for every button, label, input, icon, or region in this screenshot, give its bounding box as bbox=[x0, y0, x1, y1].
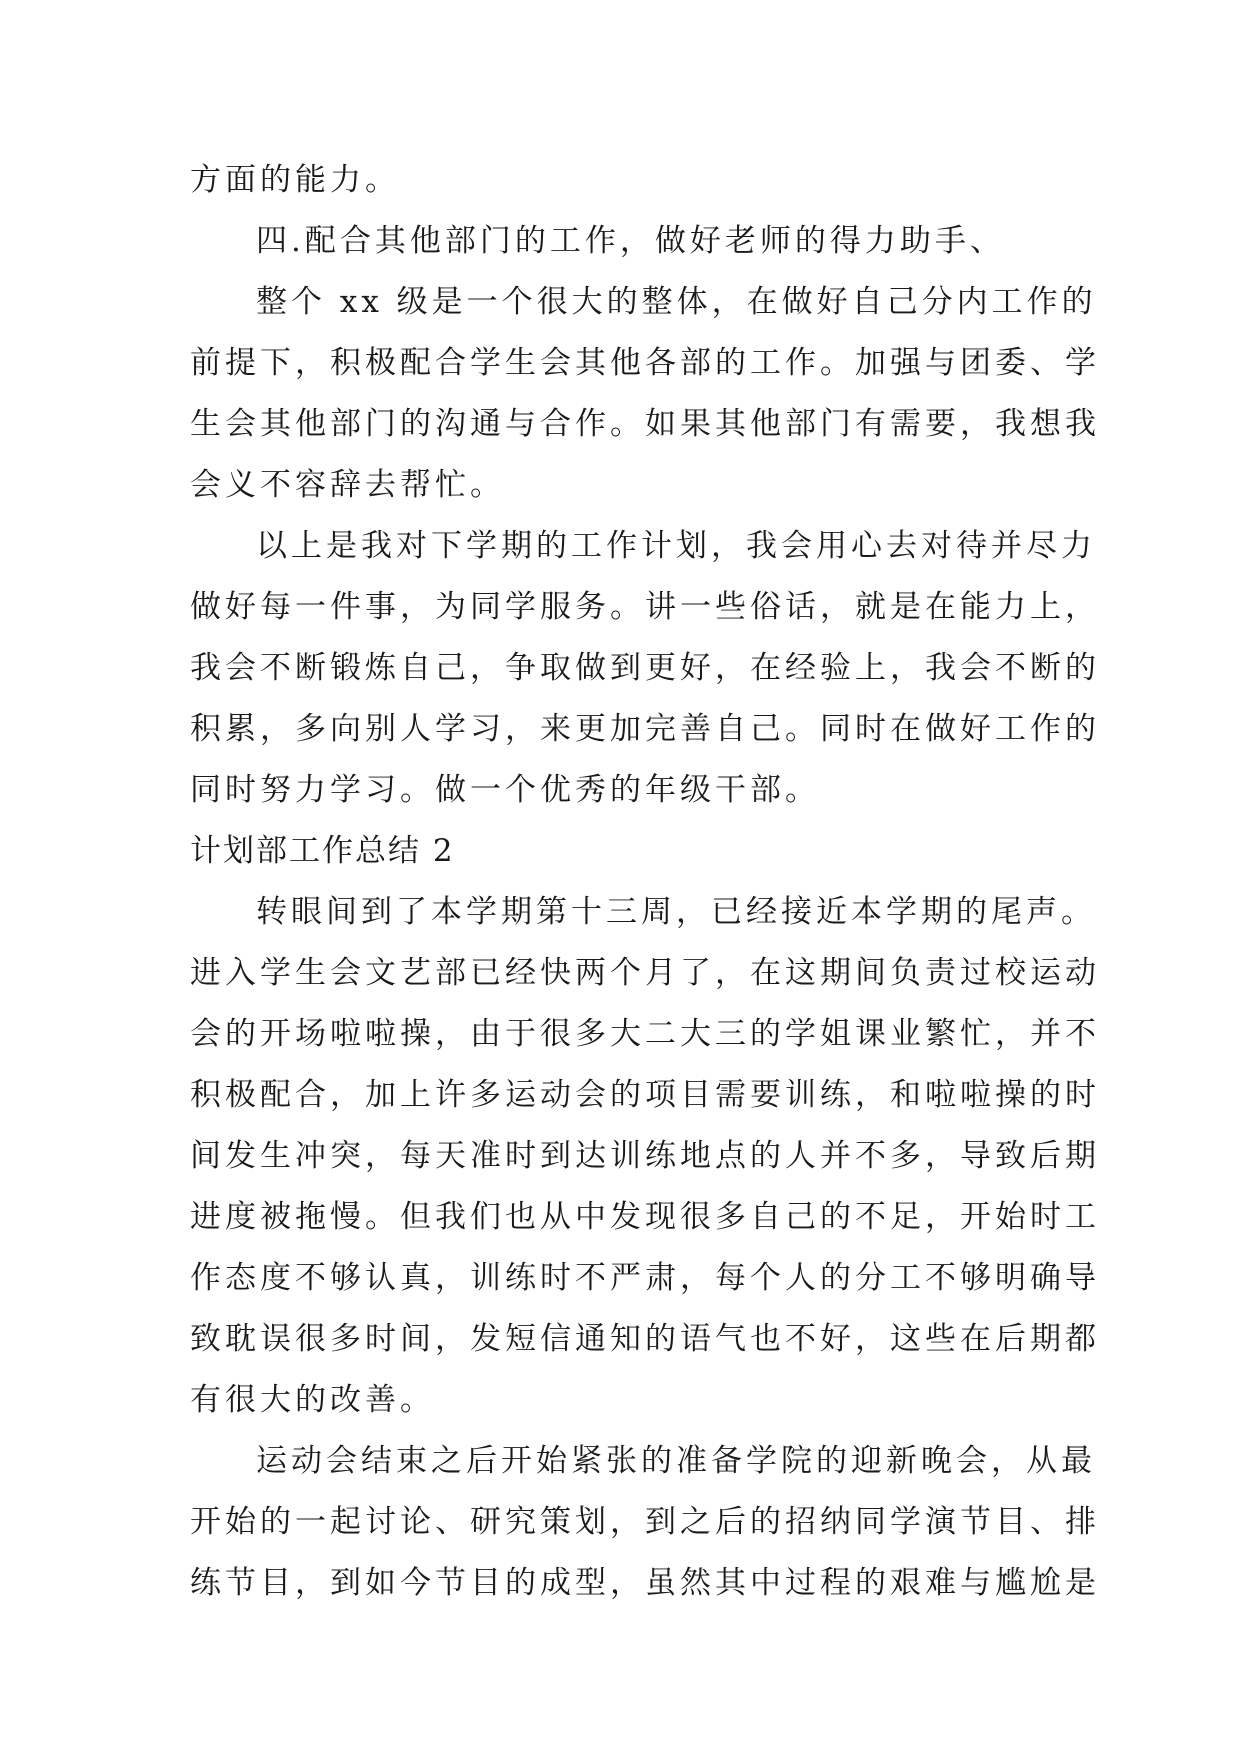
text-line: 进入学生会文艺部已经快两个月了，在这期间负责过校运动 bbox=[190, 955, 1100, 991]
text-line: 整个 xx 级是一个很大的整体，在做好自己分内工作的 bbox=[256, 284, 1097, 320]
text-line: 致耽误很多时间，发短信通知的语气也不好，这些在后期都 bbox=[190, 1321, 1100, 1357]
text-line: 积累，多向别人学习，来更加完善自己。同时在做好工作的 bbox=[190, 711, 1100, 747]
text-line: 进度被拖慢。但我们也从中发现很多自己的不足，开始时工 bbox=[190, 1199, 1100, 1235]
text-line: 前提下，积极配合学生会其他各部的工作。加强与团委、学 bbox=[190, 345, 1100, 381]
article-title: 计划部工作总结 2 bbox=[190, 833, 455, 869]
text-line: 练节目，到如今节目的成型，虽然其中过程的艰难与尴尬是 bbox=[190, 1565, 1100, 1601]
section-heading-four: 四.配合其他部门的工作，做好老师的得力助手、 bbox=[256, 223, 1005, 259]
text-line: 会的开场啦啦操，由于很多大二大三的学姐课业繁忙，并不 bbox=[190, 1016, 1100, 1052]
document-page bbox=[190, 150, 1100, 1614]
text-line: 作态度不够认真，训练时不严肃，每个人的分工不够明确导 bbox=[190, 1260, 1100, 1296]
text-line: 会义不容辞去帮忙。 bbox=[190, 467, 505, 503]
text-line: 我会不断锻炼自己，争取做到更好，在经验上，我会不断的 bbox=[190, 650, 1100, 686]
text-line: 做好每一件事，为同学服务。讲一些俗话，就是在能力上， bbox=[190, 589, 1100, 625]
text-line: 有很大的改善。 bbox=[190, 1382, 435, 1418]
text-line: 以上是我对下学期的工作计划，我会用心去对待并尽力 bbox=[256, 528, 1096, 564]
text-line: 转眼间到了本学期第十三周，已经接近本学期的尾声。 bbox=[256, 894, 1096, 930]
text-line: 生会其他部门的沟通与合作。如果其他部门有需要，我想我 bbox=[190, 406, 1100, 442]
text-line: 开始的一起讨论、研究策划，到之后的招纳同学演节目、排 bbox=[190, 1504, 1100, 1540]
text-line: 方面的能力。 bbox=[190, 162, 400, 198]
text-line: 同时努力学习。做一个优秀的年级干部。 bbox=[190, 772, 820, 808]
text-line: 积极配合，加上许多运动会的项目需要训练，和啦啦操的时 bbox=[190, 1077, 1100, 1113]
text-line: 间发生冲突，每天准时到达训练地点的人并不多，导致后期 bbox=[190, 1138, 1100, 1174]
text-line: 运动会结束之后开始紧张的准备学院的迎新晚会，从最 bbox=[256, 1443, 1096, 1479]
